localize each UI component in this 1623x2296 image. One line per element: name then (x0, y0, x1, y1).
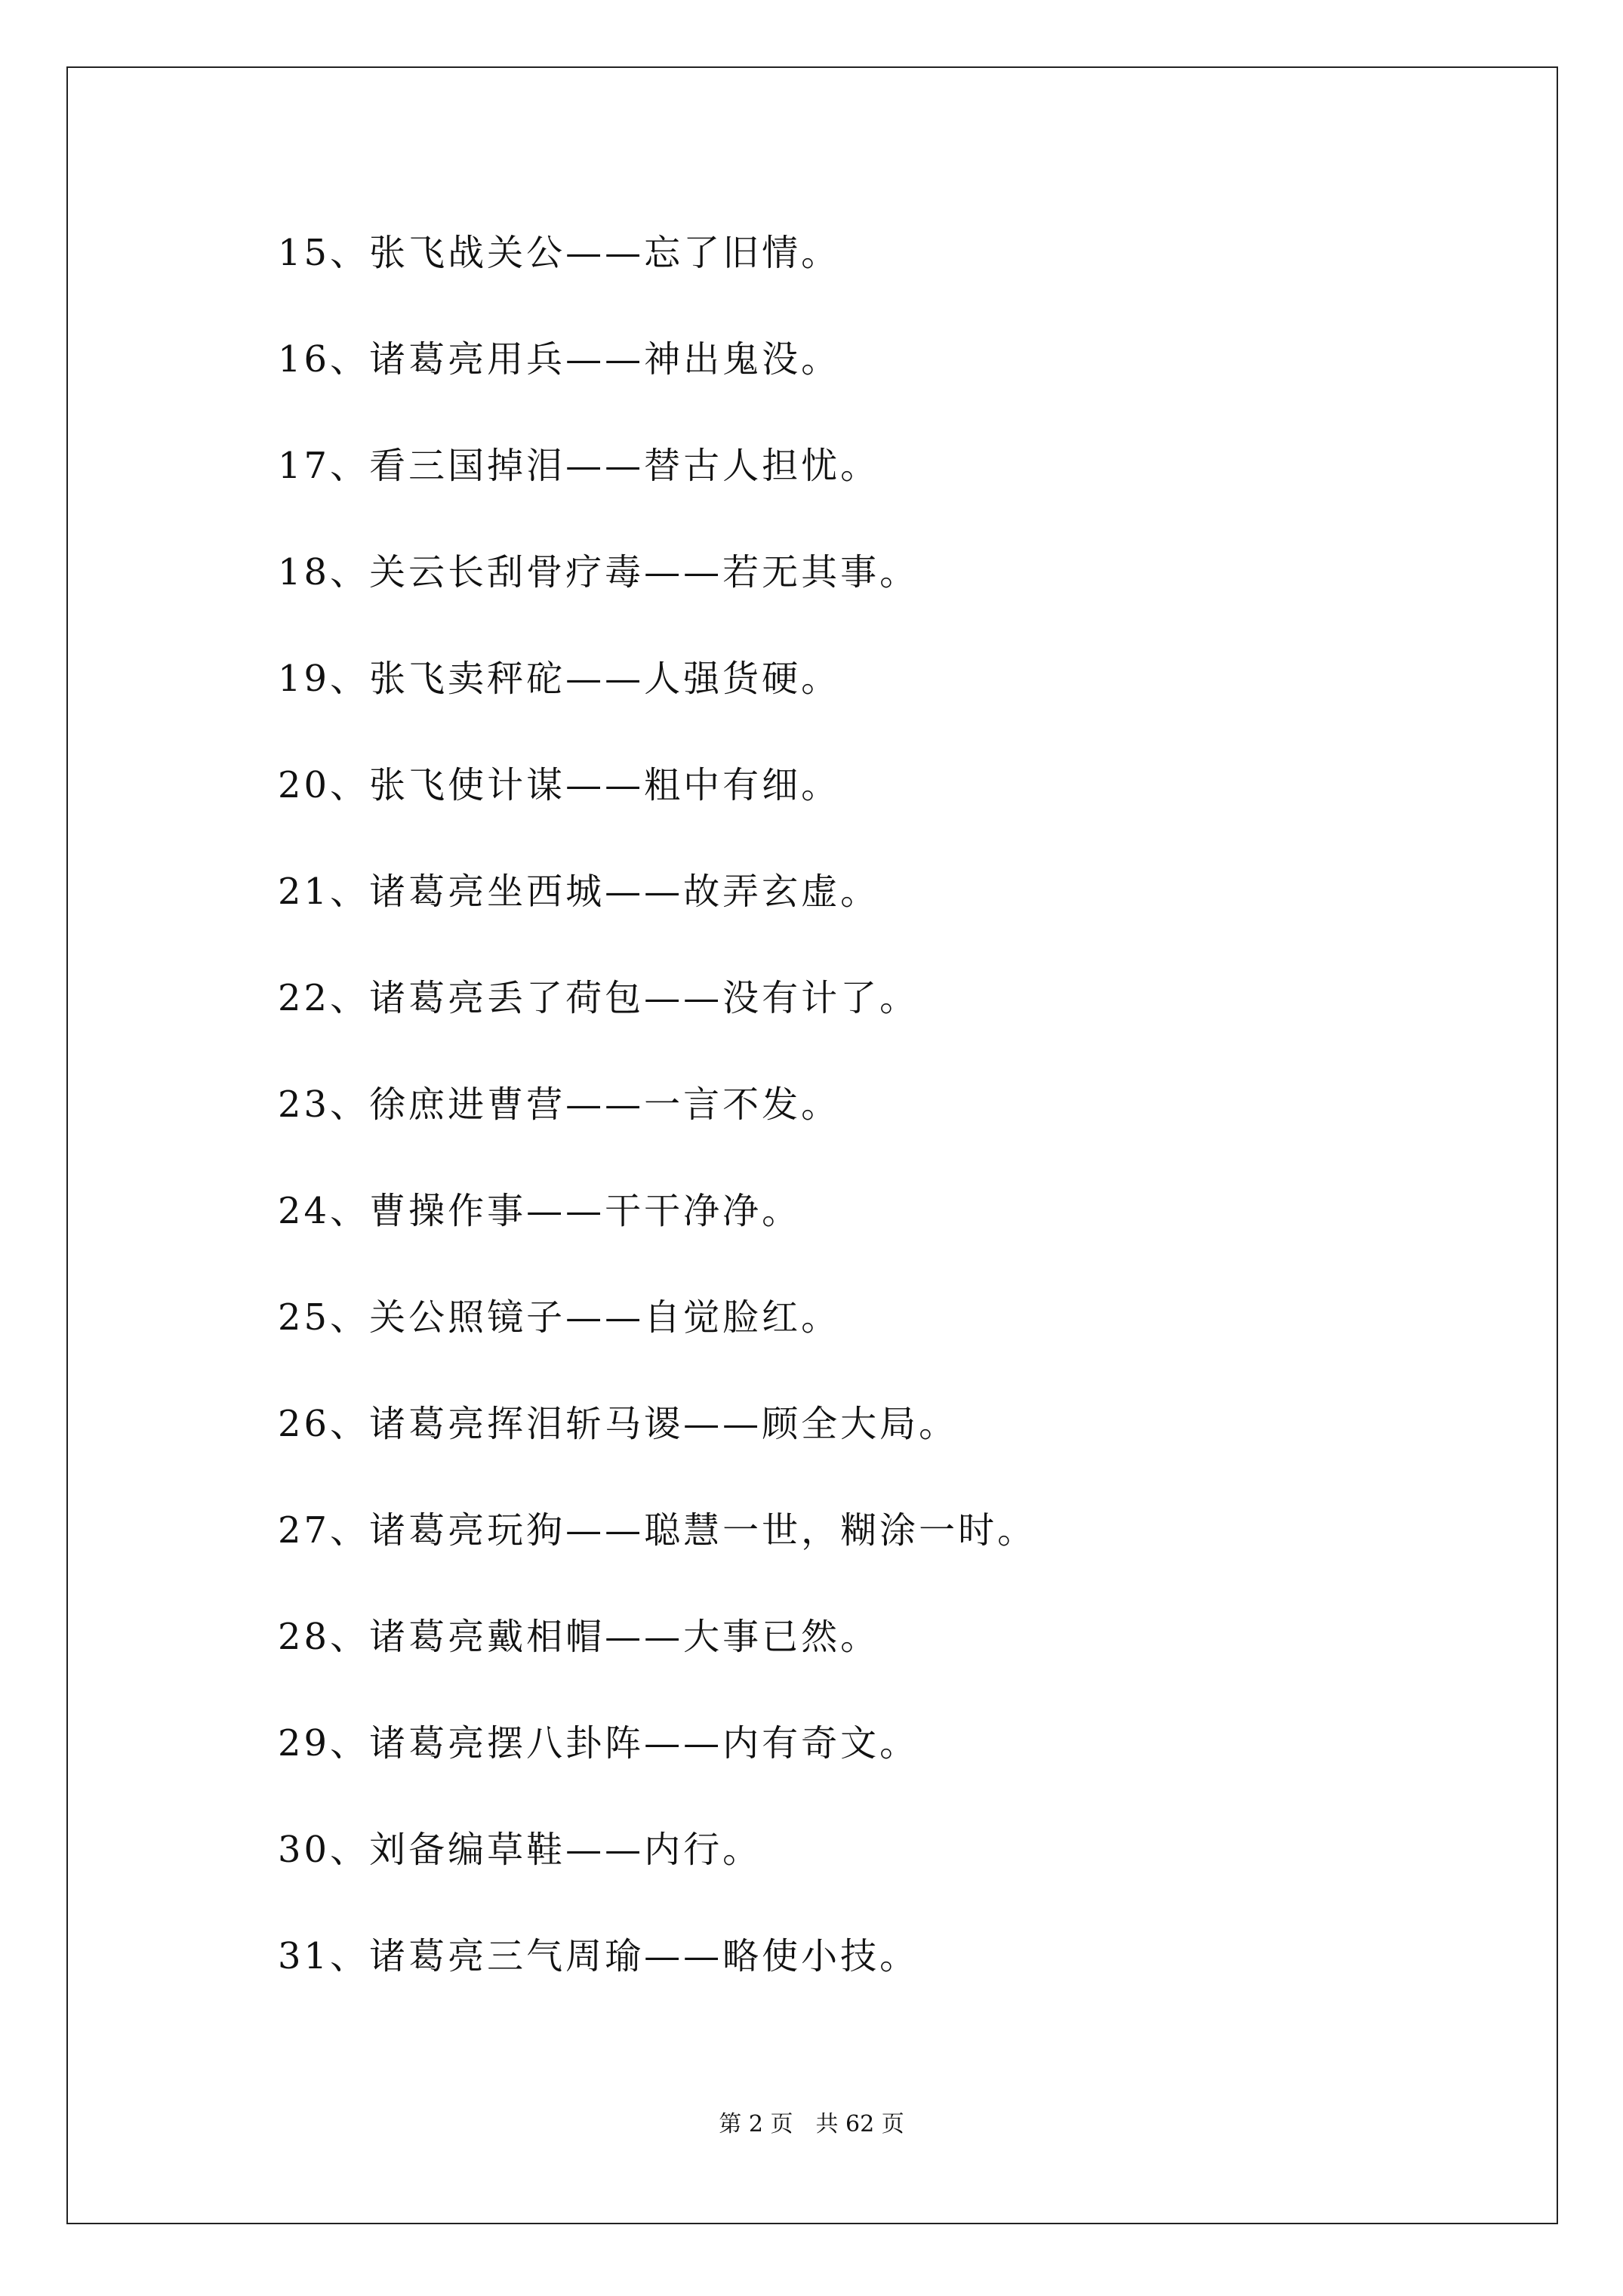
list-item: 23、徐庶进曹营——一言不发。 (278, 1083, 841, 1126)
list-item: 18、关云长刮骨疗毒——若无其事。 (278, 551, 919, 593)
list-item: 16、诸葛亮用兵——神出鬼没。 (278, 338, 841, 381)
list-item: 22、诸葛亮丢了荷包——没有计了。 (278, 977, 919, 1019)
xiehouyu-list (278, 219, 1036, 2029)
list-item: 28、诸葛亮戴相帽——大事已然。 (278, 1616, 880, 1658)
list-item: 31、诸葛亮三气周瑜——略使小技。 (278, 1935, 919, 1977)
list-item: 21、诸葛亮坐西城——故弄玄虚。 (278, 871, 880, 913)
list-item: 26、诸葛亮挥泪斩马谡——顾全大局。 (278, 1403, 959, 1445)
list-item: 29、诸葛亮摆八卦阵——内有奇文。 (278, 1722, 919, 1764)
list-item: 19、张飞卖秤砣——人强货硬。 (278, 658, 841, 700)
list-item: 15、张飞战关公——忘了旧情。 (278, 232, 841, 274)
list-item: 24、曹操作事——干干净净。 (278, 1190, 802, 1232)
list-item: 20、张飞使计谋——粗中有细。 (278, 764, 841, 806)
list-item: 27、诸葛亮玩狗——聪慧一世，糊涂一时。 (278, 1509, 1037, 1552)
list-item: 17、看三国掉泪——替古人担忧。 (278, 445, 880, 487)
list-item: 30、刘备编草鞋——内行。 (278, 1829, 762, 1871)
page-number-footer: 第 2 页 共 62 页 (719, 2111, 904, 2137)
list-item: 25、关公照镜子——自觉脸红。 (278, 1296, 841, 1339)
